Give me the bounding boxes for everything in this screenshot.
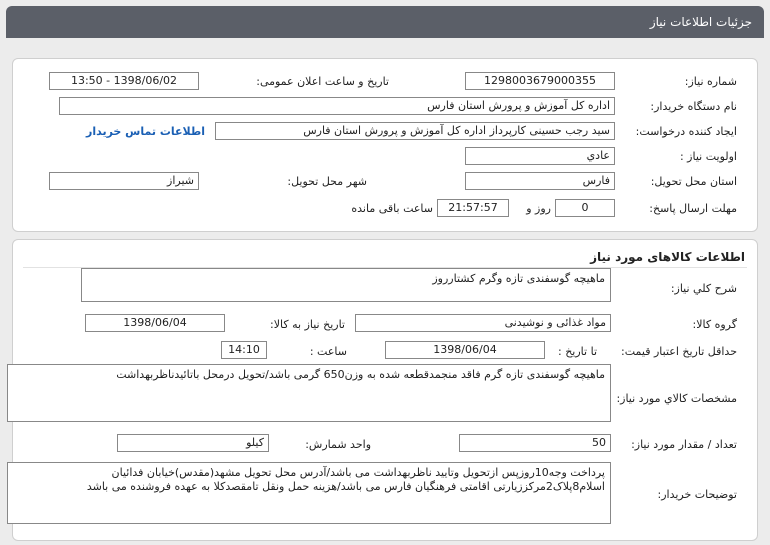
goods-section-title: اطلاعات کالاهای مورد نیاز <box>590 250 745 264</box>
province-field: فارس <box>465 172 615 190</box>
need-info-panel <box>12 58 758 232</box>
spec-label: مشخصات کالاي مورد نياز: <box>616 392 737 405</box>
need-date-field: 1398/06/04 <box>85 314 225 332</box>
buyer-notes-label: توضیحات خریدار: <box>657 488 737 501</box>
goods-group-field: مواد غذائی و نوشیدنی <box>355 314 611 332</box>
deadline-days-field: 0 <box>555 199 615 217</box>
unit-label: واحد شمارش: <box>305 438 371 451</box>
deadline-time-field: 21:57:57 <box>437 199 509 217</box>
price-validity-label: حداقل تاریخ اعتبار قیمت: <box>621 345 737 358</box>
buyer-contact-link[interactable]: اطلاعات تماس خریدار <box>85 125 205 138</box>
priority-field: عادي <box>465 147 615 165</box>
need-date-label: تاریخ نیاز به کالا: <box>270 318 345 331</box>
validity-time-field: 14:10 <box>221 341 267 359</box>
announce-date-field: 1398/06/02 - 13:50 <box>49 72 199 90</box>
validity-date-field: 1398/06/04 <box>385 341 545 359</box>
goods-info-panel <box>12 239 758 541</box>
announce-date-label: تاریخ و ساعت اعلان عمومی: <box>256 75 389 88</box>
city-field: شیراز <box>49 172 199 190</box>
page-title: جزئیات اطلاعات نیاز <box>649 15 752 29</box>
summary-field: ماهیچه گوسفندی تازه وگرم کشتارروز <box>81 268 611 302</box>
need-number-label: شماره نیاز: <box>684 75 737 88</box>
buyer-label: نام دستگاه خریدار: <box>650 100 737 113</box>
deadline-label: مهلت ارسال پاسخ: <box>649 202 737 215</box>
creator-field: سید رجب حسینی کارپرداز اداره کل آموزش و پرورش استان فارس <box>215 122 615 140</box>
buyer-notes-field: پرداخت وجه10روزپس ازتحویل وتایید ناظربهداشت می باشد/آدرس محل تحویل مشهد(مقدس)خیابان فدائیان اسلام8پلاک2مرکززیارتی اقامتی فرهنگیان فارس می باشد/هزینه حمل ونقل تامقصدکلا به عهده فروشنده می باشد <box>7 462 611 524</box>
city-label: شهر محل تحویل: <box>287 175 367 188</box>
days-word: روز و <box>526 202 551 215</box>
buyer-field: اداره کل آموزش و پرورش استان فارس <box>59 97 615 115</box>
quantity-label: تعداد / مقدار مورد نیاز: <box>631 438 737 451</box>
quantity-field: 50 <box>459 434 611 452</box>
creator-label: ایجاد کننده درخواست: <box>635 125 737 138</box>
until-date-label: تا تاریخ : <box>558 345 597 358</box>
unit-field: کیلو <box>117 434 269 452</box>
province-label: استان محل تحویل: <box>650 175 737 188</box>
summary-label: شرح کلي نياز: <box>670 282 737 295</box>
validity-time-label: ساعت : <box>309 345 347 358</box>
page-header <box>6 6 764 38</box>
need-number-field: 1298003679000355 <box>465 72 615 90</box>
spec-field: ماهیچه گوسفندی تازه گرم فاقد منجمدقطعه شده به وزن650 گرمی باشد/تحویل درمحل باتائیدناظربهداشت <box>7 364 611 422</box>
priority-label: اولویت نیاز : <box>679 150 737 163</box>
goods-group-label: گروه کالا: <box>692 318 737 331</box>
remaining-word: ساعت باقی مانده <box>351 202 433 215</box>
